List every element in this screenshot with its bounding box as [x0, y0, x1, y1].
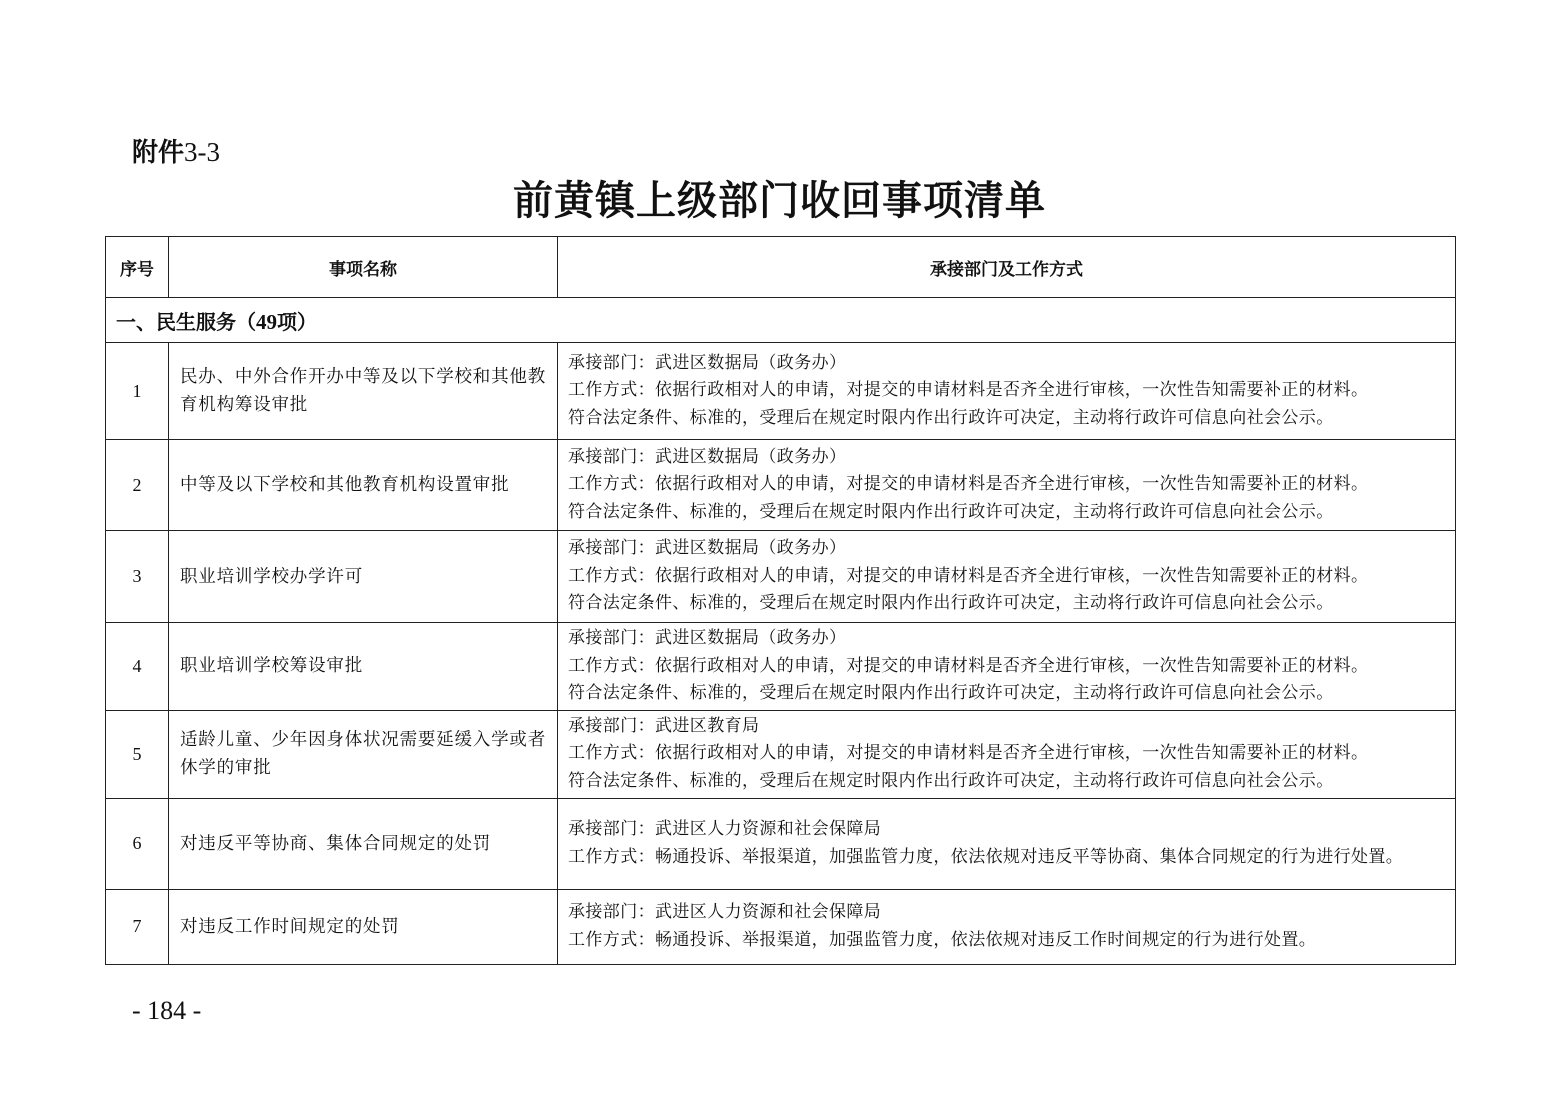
row-method-line: 符合法定条件、标准的，受理后在规定时限内作出行政许可决定，主动将行政许可信息向社会公示。	[568, 501, 1334, 522]
row-name: 职业培训学校筹设审批	[169, 623, 558, 711]
section-suffix: 项）	[277, 309, 317, 334]
section-row	[106, 298, 1456, 343]
section-label: 一、民生服务（	[116, 309, 256, 334]
section-heading	[106, 298, 1456, 343]
row-detail	[558, 623, 1456, 711]
page-title: 前黄镇上级部门收回事项清单	[513, 178, 1046, 224]
row-dept-line: 承接部门：武进区数据局（政务办）	[568, 352, 847, 373]
table-row	[106, 440, 1456, 531]
attachment-number: 3-3	[184, 137, 221, 167]
row-dept-line: 承接部门：武进区数据局（政务办）	[568, 538, 847, 559]
row-method-line: 工作方式：依据行政相对人的申请，对提交的申请材料是否齐全进行审核，一次性告知需要补正的材料。	[568, 655, 1369, 676]
row-num: 3	[106, 531, 169, 623]
row-num: 1	[106, 343, 169, 440]
table-row	[106, 531, 1456, 623]
row-method-line: 工作方式：畅通投诉、举报渠道，加强监管力度，依法依规对违反工作时间规定的行为进行处置。	[568, 929, 1317, 950]
page-number: - 184 -	[132, 996, 202, 1025]
row-name: 中等及以下学校和其他教育机构设置审批	[169, 440, 558, 531]
row-num: 2	[106, 440, 169, 531]
row-detail	[558, 798, 1456, 889]
row-detail	[558, 710, 1456, 798]
row-num: 4	[106, 623, 169, 711]
attachment-label	[132, 134, 220, 171]
row-detail	[558, 343, 1456, 440]
attachment-label-text: 附件	[132, 138, 185, 168]
row-dept-line: 承接部门：武进区数据局（政务办）	[568, 446, 847, 467]
row-method-line: 符合法定条件、标准的，受理后在规定时限内作出行政许可决定，主动将行政许可信息向社会公示。	[568, 770, 1334, 791]
row-num: 6	[106, 798, 169, 889]
table-row	[106, 798, 1456, 889]
row-method-line: 符合法定条件、标准的，受理后在规定时限内作出行政许可决定，主动将行政许可信息向社会公示。	[568, 407, 1334, 428]
row-name: 对违反工作时间规定的处罚	[169, 889, 558, 964]
row-dept-line: 承接部门：武进区人力资源和社会保障局	[568, 902, 882, 922]
row-num: 5	[106, 710, 169, 798]
row-method-line: 工作方式：依据行政相对人的申请，对提交的申请材料是否齐全进行审核，一次性告知需要补正的材料。	[568, 565, 1369, 586]
row-name: 对违反平等协商、集体合同规定的处罚	[169, 798, 558, 889]
row-method-line: 工作方式：依据行政相对人的申请，对提交的申请材料是否齐全进行审核，一次性告知需要补正的材料。	[568, 380, 1369, 401]
items-table	[105, 236, 1456, 965]
row-detail	[558, 440, 1456, 531]
row-detail	[558, 531, 1456, 623]
row-method-line: 符合法定条件、标准的，受理后在规定时限内作出行政许可决定，主动将行政许可信息向社会公示。	[568, 683, 1334, 703]
row-name: 职业培训学校办学许可	[169, 531, 558, 623]
table-row	[106, 343, 1456, 440]
header-num: 序号	[106, 237, 169, 298]
row-method-line: 工作方式：依据行政相对人的申请，对提交的申请材料是否齐全进行审核，一次性告知需要补正的材料。	[568, 474, 1369, 495]
row-dept-line: 承接部门：武进区人力资源和社会保障局	[568, 819, 882, 839]
row-name: 适龄儿童、少年因身体状况需要延缓入学或者休学的审批	[169, 710, 558, 798]
table-row	[106, 623, 1456, 711]
row-dept-line: 承接部门：武进区教育局	[568, 715, 760, 736]
row-name: 民办、中外合作开办中等及以下学校和其他教育机构筹设审批	[169, 343, 558, 440]
row-detail	[558, 889, 1456, 964]
row-method-line: 符合法定条件、标准的，受理后在规定时限内作出行政许可决定，主动将行政许可信息向社会公示。	[568, 593, 1334, 614]
row-method-line: 工作方式：畅通投诉、举报渠道，加强监管力度，依法依规对违反平等协商、集体合同规定的行为进行处置。	[568, 846, 1404, 867]
table-row	[106, 710, 1456, 798]
row-method-line: 工作方式：依据行政相对人的申请，对提交的申请材料是否齐全进行审核，一次性告知需要补正的材料。	[568, 743, 1369, 764]
table-header-row	[106, 237, 1456, 298]
row-dept-line: 承接部门：武进区数据局（政务办）	[568, 628, 847, 648]
row-num: 7	[106, 889, 169, 964]
header-dept: 承接部门及工作方式	[558, 237, 1456, 298]
section-count: 49	[256, 309, 277, 334]
header-name: 事项名称	[169, 237, 558, 298]
table-row	[106, 889, 1456, 964]
